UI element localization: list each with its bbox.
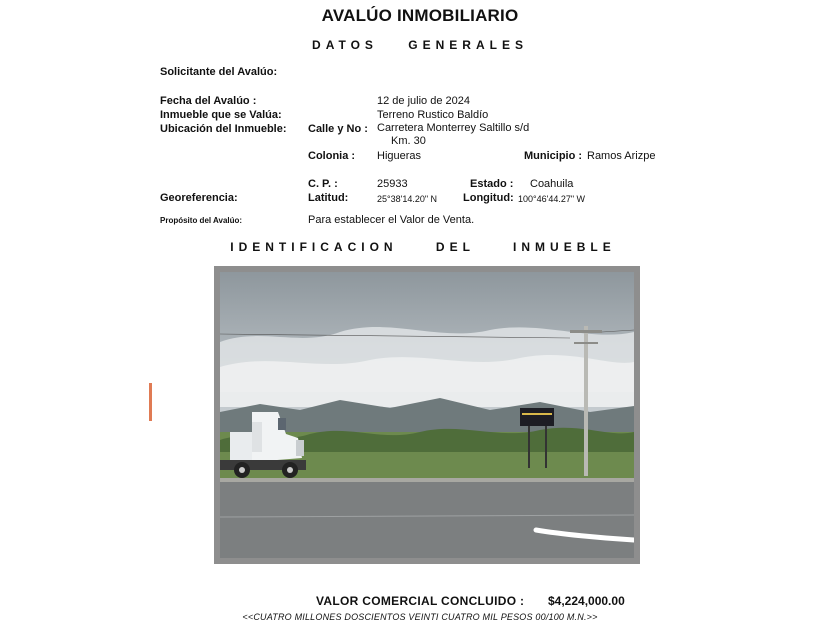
section-title-datos-generales: DATOS GENERALES xyxy=(312,38,528,52)
valor-comercial-value: $4,224,000.00 xyxy=(548,594,625,608)
valor-comercial-label: VALOR COMERCIAL CONCLUIDO : xyxy=(316,594,525,608)
calle-value-km: Km. 30 xyxy=(391,135,426,147)
road-shoulder xyxy=(220,478,634,482)
cloud-bank-lower xyxy=(220,355,634,407)
cp-value: 25933 xyxy=(377,178,408,190)
latitud-label: Latitud: xyxy=(308,192,349,204)
section-title-identificacion: IDENTIFICACION DEL INMUEBLE xyxy=(230,240,616,254)
ubicacion-label: Ubicación del Inmueble: xyxy=(160,123,287,135)
calle-value: Carretera Monterrey Saltillo s/d xyxy=(377,122,530,134)
colonia-value: Higueras xyxy=(377,150,422,162)
longitud-label: Longitud: xyxy=(463,192,514,204)
document-title: AVALÚO INMOBILIARIO xyxy=(321,6,519,25)
inmueble-value: Terreno Rustico Baldío xyxy=(377,109,489,121)
road xyxy=(220,480,634,558)
proposito-label: Propósito del Avalúo: xyxy=(160,216,243,225)
fecha-label: Fecha del Avalúo : xyxy=(160,95,257,107)
municipio-label: Municipio : xyxy=(524,150,583,162)
georeferencia-label: Georeferencia: xyxy=(160,192,238,204)
property-photo xyxy=(220,272,634,558)
calle-label: Calle y No : xyxy=(308,123,368,135)
longitud-value: 100°46'44.27" W xyxy=(518,194,586,204)
municipio-value: Ramos Arizpe xyxy=(587,150,656,162)
cp-label: C. P. : xyxy=(308,178,338,190)
property-photo-frame xyxy=(214,266,640,564)
inmueble-label: Inmueble que se Valúa: xyxy=(160,109,282,121)
estado-label: Estado : xyxy=(470,178,514,190)
fecha-value: 12 de julio de 2024 xyxy=(377,95,470,107)
colonia-label: Colonia : xyxy=(308,150,356,162)
solicitante-label: Solicitante del Avalúo: xyxy=(160,66,278,78)
latitud-value: 25°38'14.20" N xyxy=(377,194,438,204)
valor-en-letras: <<CUATRO MILLONES DOSCIENTOS VEINTI CUATRO MIL PESOS 00/100 M.N.>> xyxy=(242,612,598,622)
margin-marker xyxy=(149,383,152,421)
proposito-value: Para establecer el Valor de Venta. xyxy=(308,214,475,226)
estado-value: Coahuila xyxy=(530,178,574,190)
